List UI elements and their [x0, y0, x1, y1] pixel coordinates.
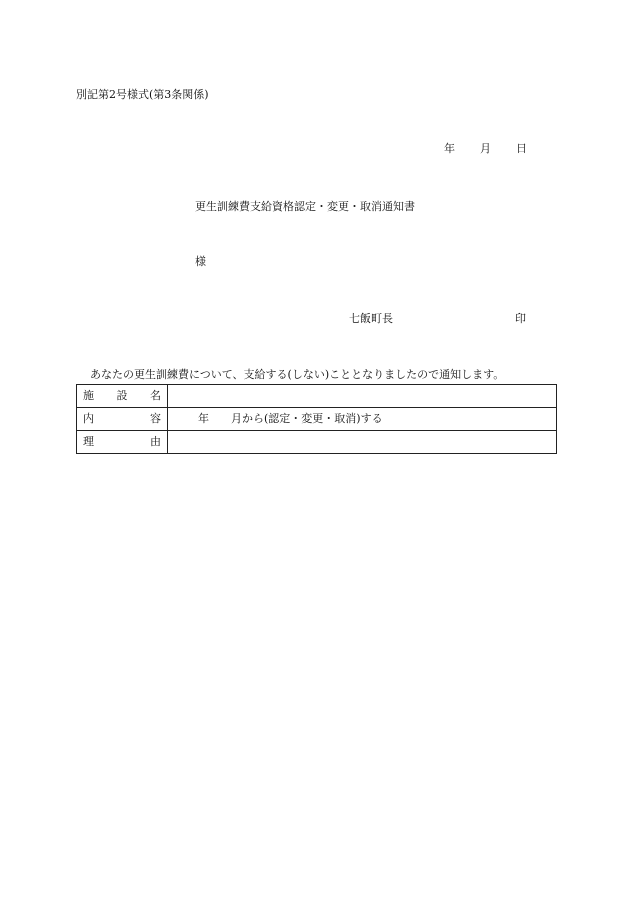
notice-intro: あなたの更生訓練費について、支給する(しない)こととなりましたので通知します。: [90, 368, 505, 381]
facility-name-value[interactable]: [168, 385, 557, 408]
seal-mark: 印: [515, 312, 526, 325]
date-month-label: 月: [480, 142, 491, 155]
content-year: 年: [198, 412, 209, 425]
notice-table: [76, 384, 557, 454]
label-char: 施: [83, 389, 94, 402]
reason-label: [77, 431, 168, 454]
label-char: 設: [116, 389, 128, 402]
table-row-facility: [77, 385, 557, 408]
table-row-reason: [77, 431, 557, 454]
label-char: 名: [150, 389, 161, 402]
recipient-honorific: 様: [195, 255, 206, 268]
document-title: 更生訓練費支給資格認定・変更・取消通知書: [195, 200, 415, 213]
content-value[interactable]: [168, 408, 557, 431]
issuer-name: 七飯町長: [349, 312, 393, 325]
label-char: 内: [83, 412, 94, 425]
table-row-content: [77, 408, 557, 431]
content-detail: 月から(認定・変更・取消)する: [231, 412, 383, 425]
label-char: 理: [83, 435, 94, 448]
content-label: [77, 408, 168, 431]
date-year-label: 年: [444, 142, 455, 155]
label-char: 由: [150, 435, 161, 448]
reason-value[interactable]: [168, 431, 557, 454]
facility-name-label: [77, 385, 168, 408]
label-char: 容: [150, 412, 161, 425]
date-day-label: 日: [516, 142, 527, 155]
form-reference: 別記第2号様式(第3条関係): [76, 88, 209, 101]
